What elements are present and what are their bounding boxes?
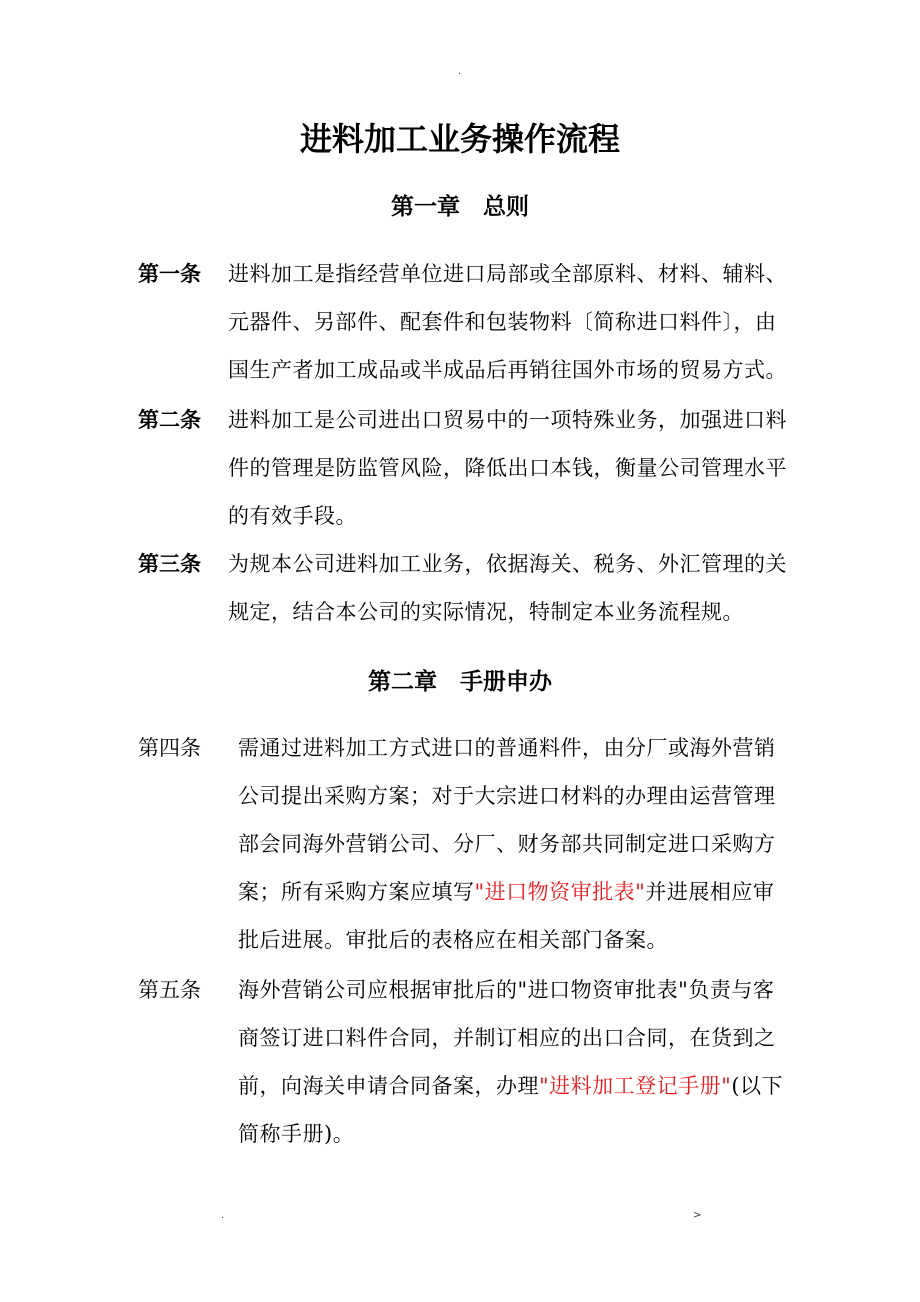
text-segment: 规定，结合本公司的实际情况，特制定本业务流程规。 — [228, 600, 744, 624]
document-title: 进料加工业务操作流程 — [299, 120, 620, 158]
text-segment: 简称手册)。 — [238, 1122, 355, 1146]
chapter-heading: 第一章 总则 — [391, 193, 529, 220]
article-label: 第一条 — [138, 261, 201, 286]
highlighted-form-name: "进口物资审批表" — [474, 880, 646, 904]
text-segment: 进料加工是指经营单位进口局部或全部原料、材料、辅料、 — [228, 262, 787, 286]
article-text-line — [228, 596, 744, 626]
article-text-line — [238, 828, 776, 858]
article-label: 第四条 — [138, 736, 201, 760]
text-segment: 批后进展。审批后的表格应在相关部门备案。 — [238, 928, 668, 952]
article-text-line — [228, 452, 787, 482]
text-segment: 需通过进料加工方式进口的普通料件，由分厂或海外营销 — [238, 736, 776, 760]
text-segment: (以下 — [731, 1074, 784, 1098]
text-segment: 商签订进口料件合同，并制订相应的出口合同，在货到之 — [238, 1026, 776, 1050]
footer-left-mark: . — [221, 1210, 225, 1221]
article-label: 第二条 — [138, 407, 201, 432]
article-text-line — [228, 548, 787, 578]
text-segment: 件的管理是防监管风险，降低出口本钱，衡量公司管理水平 — [228, 456, 787, 480]
article-text-line — [228, 500, 357, 530]
article-text-line — [238, 924, 668, 954]
article-text-line — [228, 258, 787, 288]
text-segment: 前，向海关申请合同备案，办理 — [238, 1074, 539, 1098]
text-segment: 公司提出采购方案；对于大宗进口材料的办理由运营管理 — [238, 784, 776, 808]
header-mark: . — [458, 66, 462, 77]
article-text-line — [228, 306, 777, 336]
text-segment: 并进展相应审 — [645, 880, 775, 904]
article-text-line — [238, 974, 774, 1004]
text-segment: 海外营销公司应根据审批后的"进口物资审批表"负责与客 — [238, 978, 775, 1002]
text-segment: 国生产者加工成品或半成品后再销往国外市场的贸易方式。 — [228, 358, 787, 382]
text-segment: 进料加工是公司进出口贸易中的一项特殊业务，加强进口料 — [228, 408, 787, 432]
article-text-line — [238, 780, 776, 810]
article-text-line — [238, 732, 776, 762]
article-text-line — [238, 876, 774, 906]
highlighted-form-name: "进料加工登记手册" — [539, 1074, 732, 1098]
text-segment: 部会同海外营销公司、分厂、财务部共同制定进口采购方 — [238, 832, 776, 856]
article-text-line — [228, 354, 787, 384]
article-text-line — [238, 1022, 776, 1052]
article-text-line — [238, 1118, 354, 1148]
text-segment: 的有效手段。 — [228, 504, 357, 528]
text-segment: 为规本公司进料加工业务，依据海关、税务、外汇管理的关 — [228, 552, 787, 576]
article-text-line — [238, 1070, 783, 1100]
article-label: 第三条 — [138, 551, 201, 576]
article-label: 第五条 — [138, 978, 201, 1002]
article-text-line — [228, 404, 787, 434]
chapter-heading: 第二章 手册申办 — [368, 668, 552, 695]
footer-right-mark: > — [693, 1210, 702, 1221]
text-segment: 案；所有采购方案应填写 — [238, 880, 475, 904]
text-segment: 元器件、另部件、配套件和包装物料〔简称进口料件〕，由 — [228, 310, 777, 334]
